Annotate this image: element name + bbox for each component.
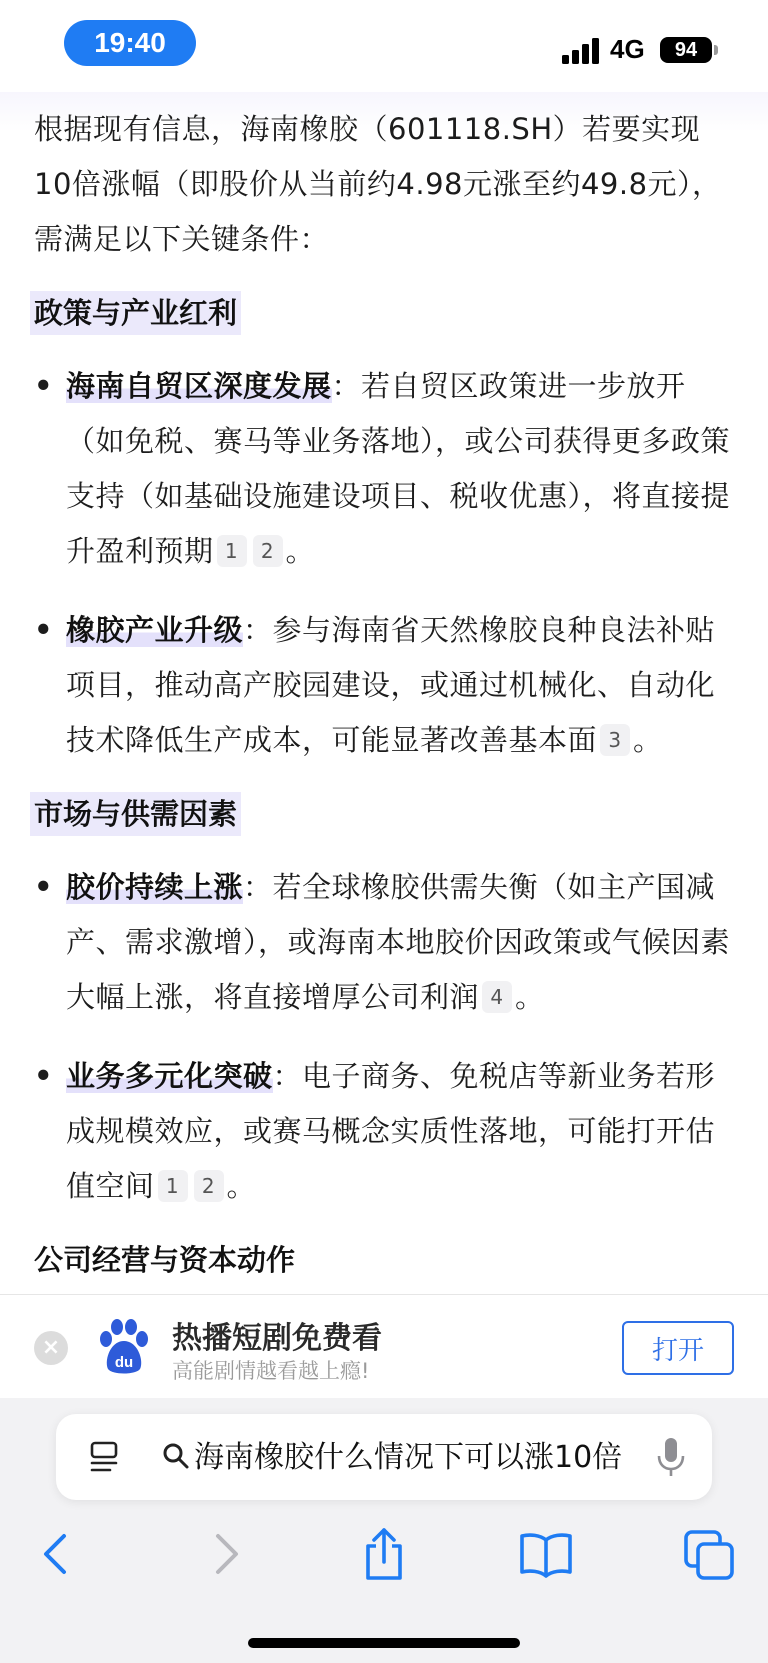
reader-icon[interactable] xyxy=(88,1440,122,1474)
ad-open-button[interactable]: 打开 xyxy=(622,1321,734,1375)
status-time[interactable]: 19:40 xyxy=(64,20,196,66)
ad-title: 热播短剧免费看 xyxy=(172,1321,382,1356)
search-icon xyxy=(162,1442,190,1470)
battery-level: 94 xyxy=(674,38,698,61)
bullet-end: 。 xyxy=(226,1169,257,1203)
citation-badge[interactable]: 2 xyxy=(253,535,283,567)
ad-subtitle: 高能剧情越看越上瘾! xyxy=(172,1359,370,1383)
bullet-heading: 胶价持续上涨 xyxy=(66,870,244,904)
back-icon xyxy=(30,1526,86,1582)
citation-badge[interactable]: 4 xyxy=(482,981,512,1013)
list-item xyxy=(34,1049,734,1214)
citation-badge[interactable]: 1 xyxy=(217,535,247,567)
back-button[interactable] xyxy=(30,1526,86,1582)
forward-icon xyxy=(196,1526,252,1582)
section-title-policy: 政策与产业红利 xyxy=(30,291,241,335)
address-input[interactable]: 海南橡胶什么情况下可以涨10倍 xyxy=(194,1440,623,1475)
bookmarks-icon xyxy=(518,1526,574,1582)
ad-banner[interactable] xyxy=(0,1294,768,1398)
battery-tip xyxy=(714,45,718,55)
baidu-paw-icon xyxy=(96,1317,152,1375)
home-indicator[interactable] xyxy=(248,1638,520,1648)
bullet-text: ：若自贸区政策进一步放开（如免税、赛马等业务落地），或公司获得更多政策支持（如基础设施建设项目、税收优惠），将直接提升盈利预期 xyxy=(66,369,731,568)
bullet-text: ：电子商务、免税店等新业务若形成规模效应，或赛马概念实质性落地，可能打开估值空间 xyxy=(66,1059,716,1203)
close-icon[interactable]: × xyxy=(34,1331,68,1365)
tabs-icon xyxy=(682,1526,738,1582)
article-content xyxy=(0,92,768,1294)
bullet-text: ：若全球橡胶供需失衡（如主产国减产、需求激增），或海南本地胶价因政策或气候因素大幅上涨，将直接增厚公司利润 xyxy=(66,870,731,1014)
bullet-dot: • xyxy=(34,1059,54,1093)
share-icon xyxy=(356,1526,412,1582)
intro-paragraph: 根据现有信息，海南橡胶（601118.SH）若要实现10倍涨幅（即股价从当前约4.98元涨至约49.8元），需满足以下关键条件： xyxy=(34,112,722,256)
bullet-heading: 海南自贸区深度发展 xyxy=(66,369,332,403)
citation-badge[interactable]: 3 xyxy=(600,724,630,756)
citation-badge[interactable]: 2 xyxy=(194,1170,224,1202)
section-title-market: 市场与供需因素 xyxy=(30,792,241,836)
status-bar xyxy=(0,0,768,92)
bullet-end: 。 xyxy=(633,723,663,757)
address-bar[interactable] xyxy=(56,1414,712,1500)
list-item xyxy=(34,359,734,579)
bullet-text: ：参与海南省天然橡胶良种良法补贴项目，推动高产胶园建设，或通过机械化、自动化技术降低生产成本，可能显著改善基本面 xyxy=(66,613,716,757)
bookmarks-button[interactable] xyxy=(518,1526,574,1582)
forward-button[interactable] xyxy=(196,1526,252,1582)
cellular-signal-icon xyxy=(562,38,602,64)
bullet-dot: • xyxy=(34,369,54,403)
bullet-end: 。 xyxy=(515,980,545,1014)
microphone-icon[interactable] xyxy=(656,1436,686,1478)
section-title-operations: 公司经营与资本动作 xyxy=(34,1243,296,1277)
browser-toolbar xyxy=(0,1398,768,1663)
list-item xyxy=(34,860,734,1025)
svg-text:du: du xyxy=(114,1354,134,1371)
citation-badge[interactable]: 1 xyxy=(158,1170,188,1202)
battery-icon xyxy=(660,37,712,63)
bullet-dot: • xyxy=(34,613,54,647)
network-type: 4G xyxy=(610,34,645,64)
bullet-end: 。 xyxy=(285,534,316,568)
bullet-heading: 业务多元化突破 xyxy=(66,1059,273,1093)
share-button[interactable] xyxy=(356,1526,412,1582)
list-item xyxy=(34,603,734,768)
bullet-heading: 橡胶产业升级 xyxy=(66,613,244,647)
tabs-button[interactable] xyxy=(682,1526,738,1582)
bullet-dot: • xyxy=(34,870,54,904)
